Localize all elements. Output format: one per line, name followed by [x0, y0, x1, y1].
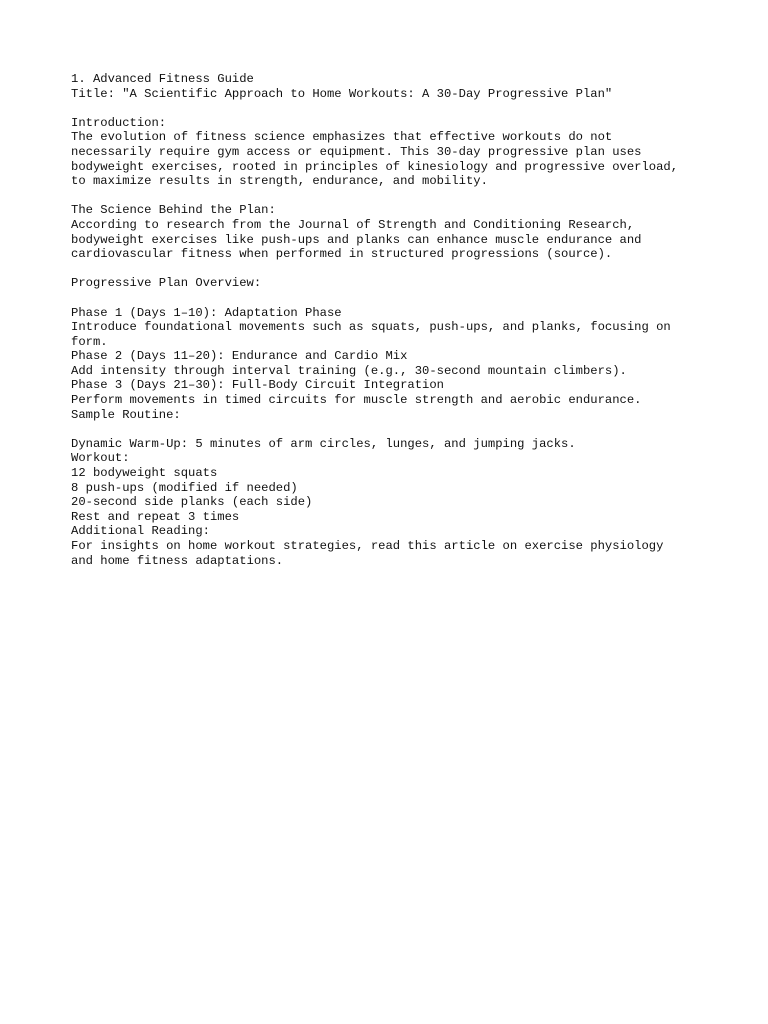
science-line: According to research from the Journal of Strength and Conditioning Research,	[71, 217, 635, 232]
introduction-line: to maximize results in strength, endurance, and mobility.	[71, 174, 488, 189]
spacer	[71, 291, 751, 306]
routine-line: Workout:	[71, 451, 130, 466]
overview-line: Perform movements in timed circuits for muscle strength and aerobic endurance.	[71, 393, 642, 408]
overview-line: Add intensity through interval training (e.g., 30-second mountain climbers).	[71, 363, 627, 378]
science-line: bodyweight exercises like push-ups and planks can enhance muscle endurance and	[71, 232, 642, 247]
introduction-line: bodyweight exercises, rooted in principles of kinesiology and progressive overload,	[71, 159, 679, 174]
document-title: Title: "A Scientific Approach to Home Workouts: A 30-Day Progressive Plan"	[71, 86, 613, 101]
spacer	[71, 262, 751, 277]
routine-line: 8 push-ups (modified if needed)	[71, 480, 298, 495]
routine-line: Rest and repeat 3 times	[71, 509, 240, 524]
routine-line: For insights on home workout strategies, read this article on exercise physiology	[71, 539, 664, 553]
overview-line: form.	[71, 334, 108, 349]
spacer	[71, 422, 751, 437]
overview-line: Phase 3 (Days 21–30): Full-Body Circuit Integration	[71, 378, 444, 393]
overview-line: Phase 2 (Days 11–20): Endurance and Cardio Mix	[71, 349, 408, 364]
routine-line: and home fitness adaptations.	[71, 553, 284, 568]
introduction-line: The evolution of fitness science emphasizes that effective workouts do not	[71, 130, 613, 145]
spacer	[71, 189, 751, 204]
overview-label: Progressive Plan Overview:	[71, 276, 262, 291]
overview-line: Sample Routine:	[71, 407, 181, 422]
overview-line: Introduce foundational movements such as squats, push-ups, and planks, focusing on	[71, 320, 671, 335]
document-body	[71, 72, 751, 568]
document-heading: 1. Advanced Fitness Guide	[71, 72, 254, 86]
overview-line: Phase 1 (Days 1–10): Adaptation Phase	[71, 305, 342, 320]
routine-line: 20-second side planks (each side)	[71, 495, 313, 510]
introduction-line: necessarily require gym access or equipment. This 30-day progressive plan uses	[71, 144, 642, 159]
routine-line: Dynamic Warm-Up: 5 minutes of arm circles, lunges, and jumping jacks.	[71, 436, 576, 451]
introduction-label: Introduction:	[71, 115, 167, 130]
routine-line: Additional Reading:	[71, 524, 210, 539]
science-line: cardiovascular fitness when performed in structured progressions (source).	[71, 247, 613, 262]
spacer	[71, 101, 751, 116]
science-label: The Science Behind the Plan:	[71, 203, 276, 218]
routine-line: 12 bodyweight squats	[71, 466, 218, 481]
